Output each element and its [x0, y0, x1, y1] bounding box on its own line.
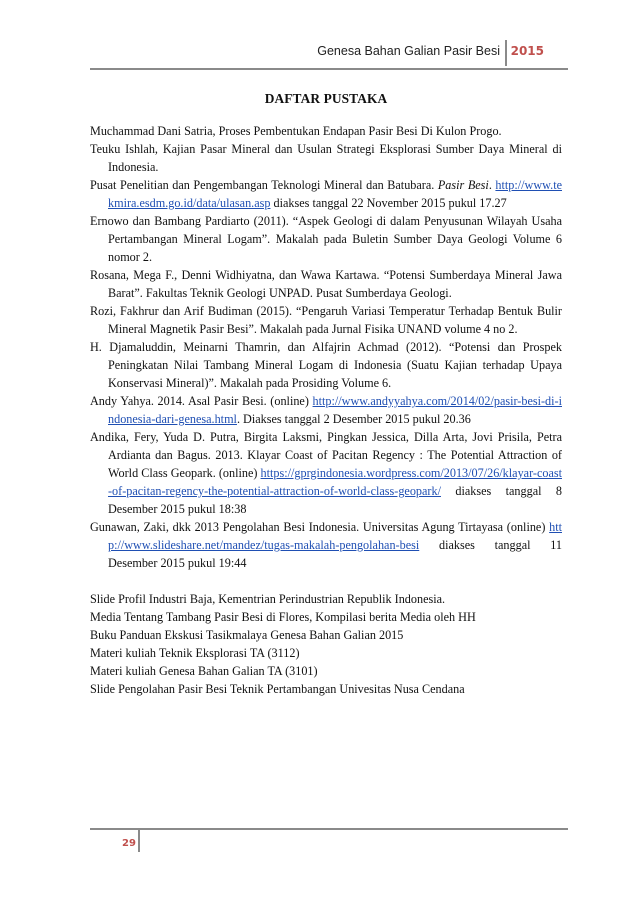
section-heading: DAFTAR PUSTAKA — [264, 91, 388, 106]
footer-rule — [90, 828, 568, 830]
reference-text: Ernowo dan Bambang Pardiarto (2011). “Aspek Geologi di dalam Penyusunan Wilayah Usaha Pertambangan Mineral Logam”. Makalah pada Buletin Sumber Daya Geologi Volume 6 nomor 2. — [90, 214, 562, 264]
reference-entry — [90, 212, 562, 266]
reference-entry — [90, 266, 562, 302]
reference-entry — [90, 428, 562, 518]
reference-text: . — [488, 178, 496, 192]
reference-text: Pusat Penelitian dan Pengembangan Teknologi Mineral dan Batubara. — [90, 178, 438, 192]
reference-title-italic: Pasir Besi — [437, 178, 489, 192]
reference-link[interactable]: http://www.andyyahya.com/2014/02/pasir-besi-di-indonesia-dari-genesa.html — [108, 394, 562, 426]
reference-link[interactable]: https://gprgindonesia.wordpress.com/2013/07/26/klayar-coast-of-pacitan-regency-the-potential-attraction-of-world-class-geopark/ — [108, 466, 562, 498]
reference-text: . Diakses tanggal 2 Desember 2015 pukul 20.36 — [236, 412, 471, 426]
header-divider — [505, 40, 507, 66]
header-rule — [90, 68, 568, 70]
reference-entry — [90, 518, 562, 572]
reference-entry — [90, 302, 562, 338]
reference-entry — [90, 176, 562, 212]
reference-entry — [90, 140, 562, 176]
other-source-item: Materi kuliah Genesa Bahan Galian TA (3101) — [90, 664, 318, 678]
other-source-item: Buku Panduan Ekskusi Tasikmalaya Genesa Bahan Galian 2015 — [90, 628, 404, 642]
reference-text: diakses tanggal 22 November 2015 pukul 17.27 — [270, 196, 507, 210]
other-source-item: Slide Profil Industri Baja, Kementrian Perindustrian Republik Indonesia. — [90, 592, 446, 606]
reference-entry — [90, 338, 562, 392]
page-number: 29 — [122, 838, 136, 849]
reference-text: Andy Yahya. 2014. Asal Pasir Besi. (online) — [90, 394, 313, 408]
other-source-item: Slide Pengolahan Pasir Besi Teknik Pertambangan Univesitas Nusa Cendana — [90, 682, 465, 696]
reference-text: Gunawan, Zaki, dkk 2013 Pengolahan Besi Indonesia. Universitas Agung Tirtayasa (online) — [90, 520, 550, 534]
spacer — [90, 572, 562, 590]
reference-link[interactable]: http://www.slideshare.net/mandez/tugas-makalah-pengolahan-besi — [108, 520, 562, 552]
reference-text: Rozi, Fakhrur dan Arif Budiman (2015). “Pengaruh Variasi Temperatur Terhadap Bentuk Bulir Mineral Magnetik Pasir Besi”. Makalah pada Jurnal Fisika UNAND volume 4 no 2. — [90, 304, 562, 336]
reference-text: Muchammad Dani Satria, Proses Pembentukan Endapan Pasir Besi Di Kulon Progo. — [90, 124, 502, 138]
reference-text: Rosana, Mega F., Denni Widhiyatna, dan Wawa Kartawa. “Potensi Sumberdaya Mineral Jawa Barat”. Fakultas Teknik Geologi UNPAD. Pusat Sumberdaya Geologi. — [90, 268, 562, 300]
other-sources-list — [90, 590, 562, 698]
reference-text: Andika, Fery, Yuda D. Putra, Birgita Laksmi, Pingkan Jessica, Dilla Arta, Jovi Prisila, Petra Ardianta dan Bagus. 2013. Klayar Coast of Pacitan Regency : The Potential Attraction of World Class Geopark. (online) — [90, 430, 562, 480]
page-footer — [90, 828, 568, 856]
other-source-item: Materi kuliah Teknik Eksplorasi TA (3112) — [90, 646, 300, 660]
header-year: 2015 — [510, 44, 544, 58]
reference-text: Teuku Ishlah, Kajian Pasar Mineral dan Usulan Strategi Eksplorasi Sumber Daya Mineral di Indonesia. — [90, 142, 562, 174]
page-header — [90, 38, 568, 70]
page-content — [90, 86, 562, 698]
header-title: Genesa Bahan Galian Pasir Besi — [317, 44, 500, 58]
reference-entry — [90, 392, 562, 428]
reference-text: H. Djamaluddin, Meinarni Thamrin, dan Alfajrin Achmad (2012). “Potensi dan Prospek Peningkatan Nilai Tambang Mineral Logam di Indonesia (Suatu Kajian terhadap Upaya Konservasi Mineral)”. Makalah pada Prosiding Volume 6. — [90, 340, 562, 390]
reference-text: diakses tanggal 11 Desember 2015 pukul 19:44 — [108, 538, 562, 570]
reference-list — [90, 122, 562, 572]
other-source-item: Media Tentang Tambang Pasir Besi di Flores, Kompilasi berita Media oleh HH — [90, 610, 476, 624]
reference-entry — [90, 122, 562, 140]
reference-link[interactable]: http://www.tekmira.esdm.go.id/data/ulasan.asp — [108, 178, 562, 210]
footer-divider — [138, 830, 140, 852]
reference-text: diakses tanggal 8 Desember 2015 pukul 18:38 — [108, 484, 562, 516]
